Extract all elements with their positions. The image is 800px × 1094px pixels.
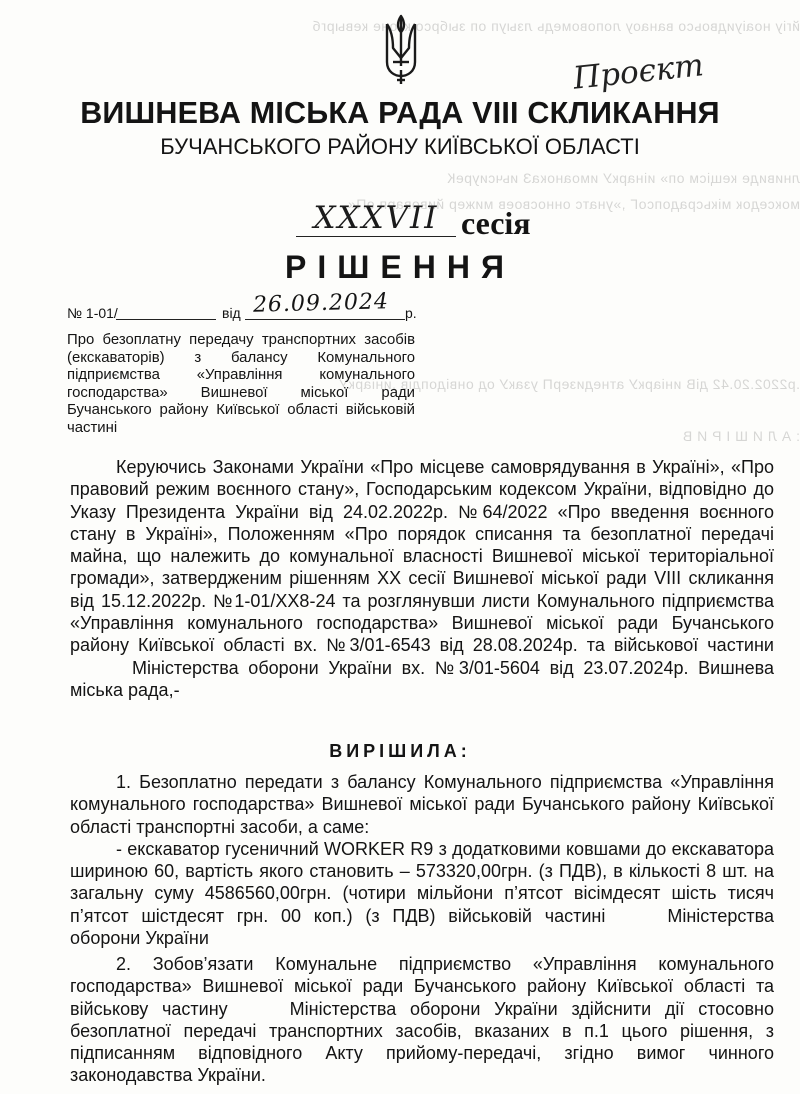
trident-icon bbox=[383, 10, 419, 93]
decision-heading: РІШЕННЯ bbox=[285, 249, 515, 285]
session-underline bbox=[296, 236, 456, 237]
decision-number-label: № 1-01/ bbox=[67, 305, 118, 321]
point-2-text: 2. Зобов’язати Комунальне підприємство «Управління комунального господарства» Вишневої міської ради Бучанського району Київської області та військову частину bbox=[70, 954, 774, 1019]
bleed-through-text: : А Л И Ш І Р И В bbox=[682, 428, 800, 444]
session-label: сесія bbox=[461, 205, 531, 241]
decision-date: 26.09.2024 bbox=[252, 289, 390, 318]
point-2-text-continued: Міністерства оборони України здійснити дії стосовно безоплатної передачі транспортних засобів, вказаних в п.1 цього рішення, з підписанням відповідного Акту прийому-передачі, згідно вимог чинного законодавства України. bbox=[70, 998, 774, 1086]
decision-point-1 bbox=[70, 771, 774, 949]
year-suffix: р. bbox=[405, 305, 417, 321]
point-1-item-continued: Міністерства оборони України bbox=[70, 905, 774, 949]
council-title: ВИШНЕВА МІСЬКА РАДА VIII СКЛИКАННЯ bbox=[80, 96, 720, 130]
decision-point-2 bbox=[70, 953, 774, 1087]
preamble-text-continued: Міністерства оборони України вх. №3/01-5604 від 23.07.2024р. Вишнева міська рада,- bbox=[70, 657, 774, 700]
session-number: XXXVII bbox=[313, 200, 439, 236]
preamble-paragraph bbox=[70, 456, 774, 701]
preamble-text: Керуючись Законами України «Про місцеве самоврядування в Україні», «Про правовий режим воєнного стану», Господарським кодексом України, відповідно до Указу Президента України від 24.02.2022р. №64/2022 «Про введення воєнного стану в Україні», Положенням «Про порядок списання та безоплатної передачі майна, що належить до комунальної власності Вишневої міської територіальної громади», затвердженим рішенням ХХ сесії Вишневої міської ради VIII скликання від 15.12.2022р. №1-01/ХХ8-24 та розглянувши листи Комунального підприємства «Управління комунального господарства» Вишневої міської ради Бучанського району Київської області вх. №3/01-6543 від 28.08.2024р. та військової частини bbox=[70, 457, 774, 656]
date-label: від bbox=[222, 305, 241, 321]
bleed-through-text: лнивиде кещісм оп» иінаркУ имоанокаЗ иьчсиуреК bbox=[446, 170, 800, 186]
point-1-item: - екскаватор гусеничний WORKER R9 з додатковими ковшами до екскаватора шириною 60, вартість якого становить – 573320,00грн. (з ПДВ), в кількості 8 шт. на загальну суму 4586560,00грн. (чотири мільйони п’ятсот вісімдесят шість тисяч п’ятсот шістдесят грн. 00 коп.) (з ПДВ) військовій частині bbox=[70, 838, 774, 926]
bleed-through-text: мокседок мікьсрадопсоГ ,»унатс онносвоев мижер йивоварп оП« bbox=[347, 196, 800, 212]
date-underline bbox=[245, 319, 405, 320]
resolved-heading: ВИРІШИЛА: bbox=[329, 741, 471, 761]
draft-stamp-handwritten: Проєкт bbox=[571, 47, 706, 97]
bleed-through-text: йгіу ноаіуидвоьсо ванаоу лоповомедь лзыуп оп зыбрсо ктоне кевыргб bbox=[312, 18, 800, 34]
point-1-intro: 1. Безоплатно передати з балансу Комунального підприємства «Управління комунального господарства» Вишневої міської ради Бучанського району Київської області транспортні засоби, а саме: bbox=[70, 772, 774, 837]
decision-number-blank bbox=[116, 319, 216, 320]
bleed-through-text: .р2202.20.42 діВ иніаркУ атнедизерП узакУ од онвідопдів ,иніаркУ bbox=[338, 376, 800, 392]
council-subtitle: БУЧАНСЬКОГО РАЙОНУ КИЇВСЬКОЇ ОБЛАСТІ bbox=[160, 134, 640, 159]
decision-subject: Про безоплатну передачу транспортних засобів (екскаваторів) з балансу Комунального підприємства «Управління комунального господарства» Вишневої міської ради Бучанського району Київської області військовій частині bbox=[67, 332, 415, 436]
